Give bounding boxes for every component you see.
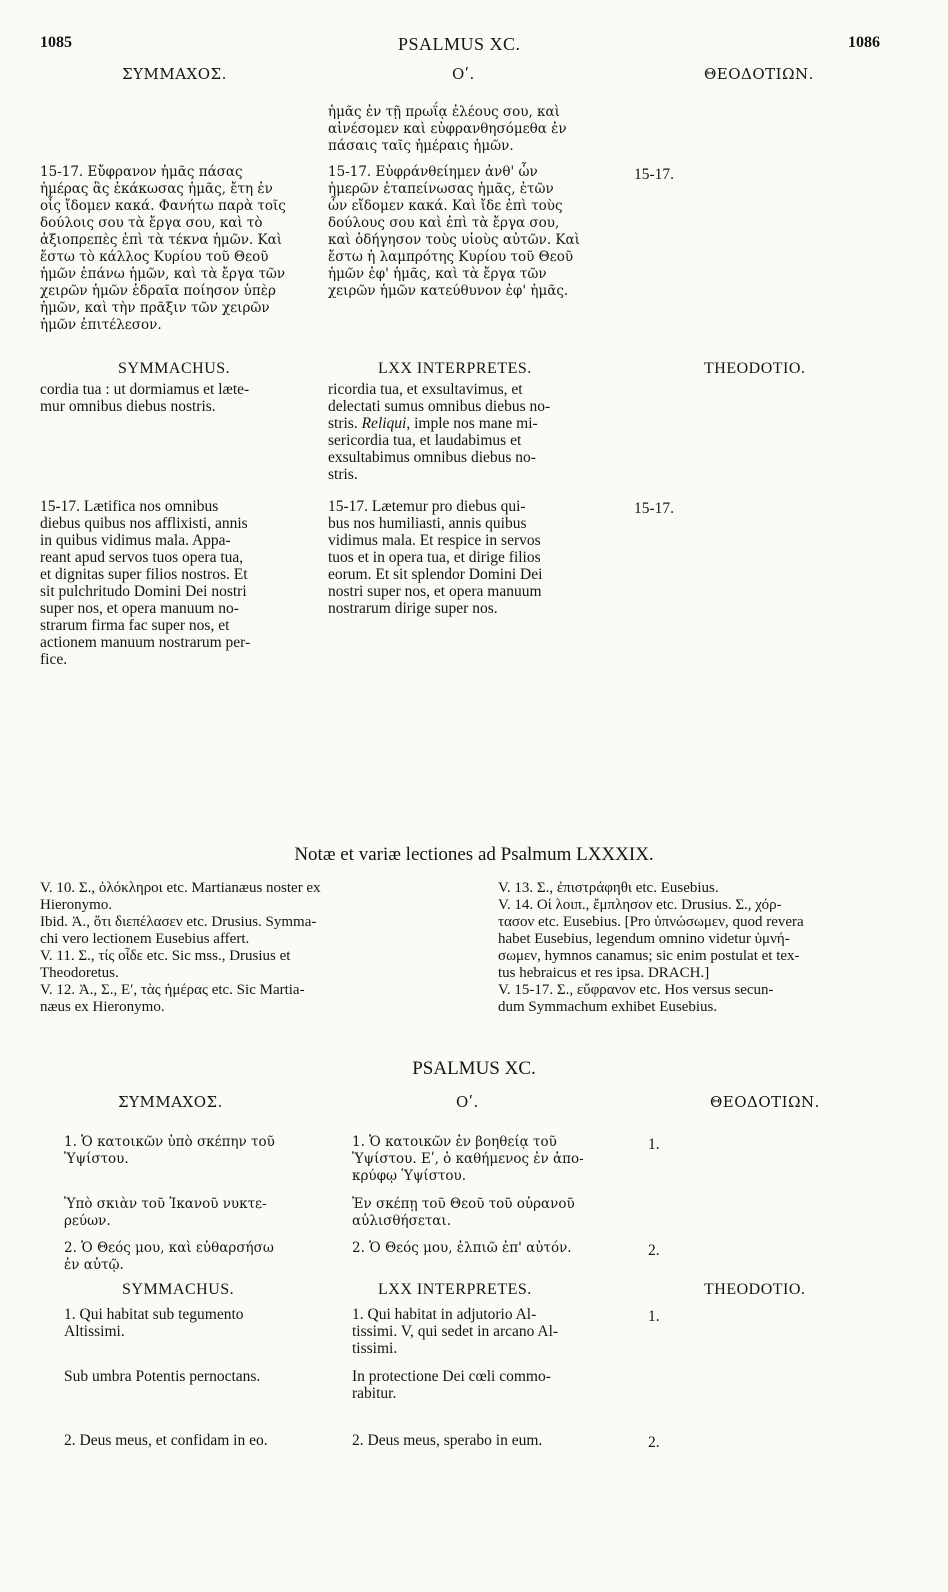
- symmachus-latin-v1: 1. Qui habitat sub tegumento Altissimi.: [64, 1306, 244, 1340]
- symmachus-greek-v1b: Ὑπὸ σκιὰν τοῦ Ἱκανοῦ νυκτε- ρεύων.: [64, 1196, 267, 1229]
- lxx-latin-continuation-part1: ricordia tua, et exsultavimus, et delectati sumus omnibus diebus no- stris.: [328, 381, 551, 432]
- notes-right-column: V. 13. Σ., ἐπιστράφηθι etc. Eusebius. V. 14. Οἱ λοιπ., ἔμπλησον etc. Drusius. Σ., χόρ- τασον etc. Eusebius. [Pro ὑπνώσωμεν, quod revera habet Eusebius, legendum omnino videtur ὑμνή- σωμεν, hymnos canamus; sic enim postulat et tex- tus hebraicus et res ipsa. DRACH.] V. 15-17. Σ., εὔφρανον etc. Hos versus secun- dum Symmachum exhibet Eusebius.: [498, 880, 804, 1015]
- heading-symmachos-greek: ΣΥΜΜΑΧΟΣ.: [122, 65, 227, 83]
- symmachus-latin-continuation: cordia tua : ut dormiamus et læte- mur omnibus diebus nostris.: [40, 381, 250, 415]
- notes-left-column: V. 10. Σ., ὁλόκληροι etc. Martianæus noster ex Hieronymo. Ibid. Ἀ., ὅτι διεπέλασεν etc. Drusius. Symma- chi vero lectionem Eusebius affert. V. 11. Σ., τίς οἶδε etc. Sic mss., Drusius et Theodoretus. V. 12. Ἀ., Σ., Εʹ, τὰς ἡμέρας etc. Sic Martia- næus ex Hieronymo.: [40, 880, 321, 1015]
- lxx-latin-continuation: [328, 381, 606, 483]
- lxx-latin-continuation-part2: , imple nos mane mi- sericordia tua, et laudabimus et exsultabimus omnibus diebus no- stris.: [328, 415, 538, 483]
- symmachus-latin-15-17: 15-17. Lætifica nos omnibus diebus quibus nos afflixisti, annis in quibus vidimus mala. Appa- reant apud servos tuos opera tua, et dignitas super filios nostros. Et sit pulchritudo Domini Dei nostri super nos, et opera manuum no- strarum firma fac super nos, et actionem manuum nostrarum per- fice.: [40, 498, 251, 668]
- lxx-greek-v1b: Ἐν σκέπῃ τοῦ Θεοῦ τοῦ οὐρανοῦ αὐλισθήσεται.: [352, 1196, 575, 1229]
- reliqui-italic: Reliqui: [361, 415, 407, 432]
- heading-theodotion-greek-2: ΘΕΟΔΟΤΙΩΝ.: [710, 1093, 820, 1111]
- heading-o-greek-2: Οʹ.: [456, 1093, 479, 1111]
- heading-lxx-latin: LXX INTERPRETES.: [378, 360, 532, 377]
- lxx-latin-v1b: In protectione Dei cœli commo- rabitur.: [352, 1368, 551, 1402]
- page-title: PSALMUS XC.: [398, 34, 521, 54]
- theodotio-latin-v2: 2.: [648, 1434, 660, 1451]
- symmachus-greek-v2: 2. Ὁ Θεός μου, καὶ εὐθαρσήσω ἐν αὐτῷ.: [64, 1240, 274, 1273]
- notes-title: Notæ et variæ lectiones ad Psalmum LXXXIX.: [294, 844, 654, 865]
- theodotion-greek-v1: 1.: [648, 1136, 660, 1153]
- heading-theodotion-greek: ΘΕΟΔΟΤΙΩΝ.: [704, 65, 814, 83]
- symmachus-latin-v2: 2. Deus meus, et confidam in eo.: [64, 1432, 268, 1449]
- lxx-latin-v2: 2. Deus meus, sperabo in eum.: [352, 1432, 543, 1449]
- theodotio-latin-v1: 1.: [648, 1308, 660, 1325]
- theodotion-greek-v2: 2.: [648, 1242, 660, 1259]
- page-number-right: 1086: [848, 34, 880, 51]
- heading-symmachos-greek-2: ΣΥΜΜΑΧΟΣ.: [118, 1093, 223, 1111]
- lxx-latin-v1: 1. Qui habitat in adjutorio Al- tissimi. V, qui sedet in arcano Al- tissimi.: [352, 1306, 559, 1357]
- heading-symmachus-latin: SYMMACHUS.: [118, 360, 231, 377]
- heading-lxx-latin-2: LXX INTERPRETES.: [378, 1281, 532, 1298]
- symmachus-greek-15-17: 15-17. Εὔφρανον ἡμᾶς πάσας ἡμέρας ἃς ἐκάκωσας ἡμᾶς, ἔτη ἐν οἷς ἴδομεν κακά. Φανήτω παρὰ τοῖς δούλοις σου τὰ ἔργα σου, καὶ τὸ ἀξιοπρεπὲς ἐπὶ τὰ τέκνα ἡμῶν. Καὶ ἔστω τὸ κάλλος Κυρίου τοῦ Θεοῦ ἡμῶν ἐπάνω ἡμῶν, καὶ τὰ ἔργα τῶν χειρῶν ἡμῶν ἑδραῖα ποίησον ὑπὲρ ἡμῶν, καὶ τὴν πρᾶξιν τῶν χειρῶν ἡμῶν ἐπιτέλεσον.: [40, 164, 286, 333]
- theodotio-latin-15-17: 15-17.: [634, 500, 675, 517]
- symmachus-greek-v1: 1. Ὁ κατοικῶν ὑπὸ σκέπην τοῦ Ὑψίστου.: [64, 1134, 275, 1167]
- lxx-greek-15-17: 15-17. Εὐφράνθείημεν ἀνθ' ὧν ἡμερῶν ἐταπείνωσας ἡμᾶς, ἐτῶν ὧν εἴδομεν κακά. Καὶ ἴδε ἐπὶ τοὺς δούλους σου καὶ ἐπὶ τὰ ἔργα σου, καὶ ὁδήγησον τοὺς υἱοὺς αὐτῶν. Καὶ ἔστω ἡ λαμπρότης Κυρίου τοῦ Θεοῦ ἡμῶν ἐφ' ἡμᾶς, καὶ τὰ ἔργα τῶν χειρῶν ἡμῶν κατεύθυνον ἐφ' ἡμᾶς.: [328, 164, 580, 299]
- theodotion-greek-15-17: 15-17.: [634, 166, 675, 183]
- page-number-left: 1085: [40, 34, 72, 51]
- lxx-greek-v2: 2. Ὁ Θεός μου, ἐλπιῶ ἐπ' αὐτόν.: [352, 1240, 572, 1256]
- heading-symmachus-latin-2: SYMMACHUS.: [122, 1281, 235, 1298]
- lxx-latin-15-17: 15-17. Lætemur pro diebus qui- bus nos humiliasti, annis quibus vidimus mala. Et respice in servos tuos et in opera tua, et dirige filios eorum. Et sit splendor Domini Dei nostri super nos, et opera manuum nostrarum dirige super nos.: [328, 498, 543, 617]
- heading-theodotio-latin-2: THEODOTIO.: [704, 1281, 806, 1298]
- heading-theodotio-latin: THEODOTIO.: [704, 360, 806, 377]
- symmachus-latin-v1b: Sub umbra Potentis pernoctans.: [64, 1368, 261, 1385]
- heading-o-greek: Οʹ.: [452, 65, 475, 83]
- psalm-xc-title: PSALMUS XC.: [412, 1058, 536, 1079]
- lxx-greek-continuation: ἡμᾶς ἐν τῇ πρωΐᾳ ἐλέους σου, καὶ αἰνέσομεν καὶ εὐφρανθησόμεθα ἐν πάσαις ταῖς ἡμέραις ἡμῶν.: [328, 104, 567, 154]
- lxx-greek-v1: 1. Ὁ κατοικῶν ἐν βοηθείᾳ τοῦ Ὑψίστου. Εʹ, ὁ καθήμενος ἐν ἀπο- κρύφῳ Ὑψίστου.: [352, 1134, 584, 1184]
